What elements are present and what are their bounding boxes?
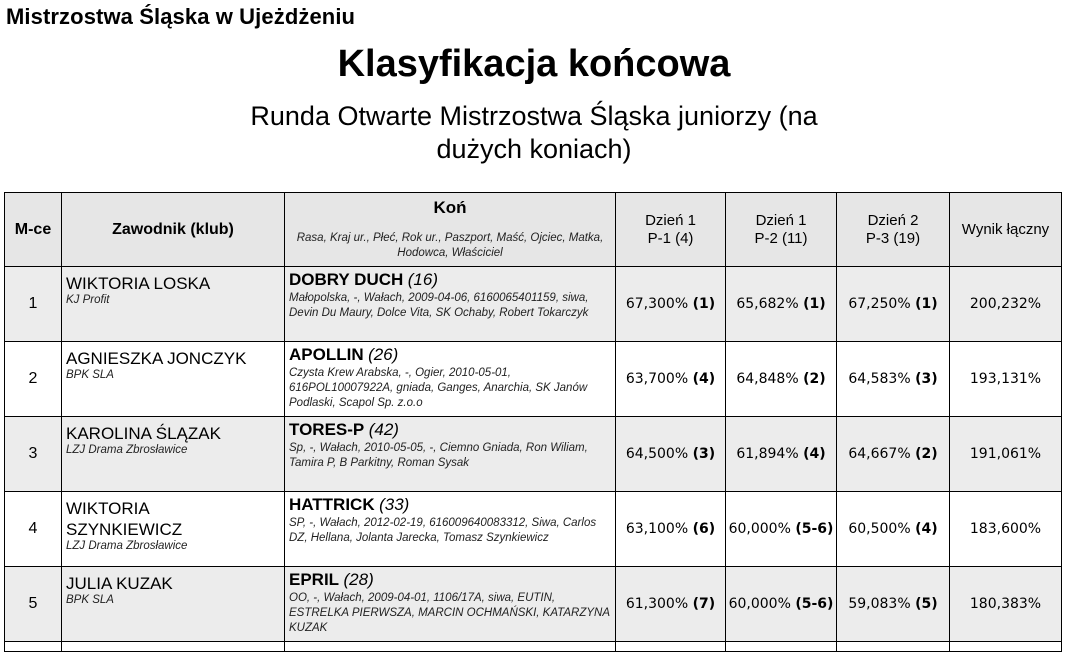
rider-club: BPK SLA bbox=[66, 594, 114, 606]
score-value: 60,000% bbox=[728, 596, 791, 612]
score-p1-cell bbox=[616, 267, 726, 342]
score-value: 61,300% bbox=[625, 596, 689, 612]
rider-cell bbox=[62, 492, 285, 567]
horse-number: (42) bbox=[368, 420, 399, 439]
round-subtitle-line1: Runda Otwarte Mistrzostwa Śląska juniorzy (na bbox=[250, 101, 818, 131]
rider-name-line2: SZYNKIEWICZ bbox=[66, 520, 183, 539]
score-rank: (2) bbox=[915, 446, 938, 462]
page-title: Klasyfikacja końcowa bbox=[337, 43, 731, 85]
col-header-day2-p3 bbox=[837, 193, 950, 267]
rider-name: AGNIESZKA JONCZYK bbox=[66, 349, 247, 368]
score-p1-cell bbox=[616, 417, 726, 492]
rider-club: LZJ Drama Zbrosławice bbox=[66, 540, 188, 552]
event-title: Mistrzostwa Śląska w Ujeżdżeniu bbox=[6, 4, 356, 29]
horse-number: (16) bbox=[407, 270, 438, 289]
score-rank: (1) bbox=[915, 296, 938, 312]
score-value: 60,500% bbox=[848, 521, 911, 537]
rider-name: WIKTORIA LOSKA bbox=[66, 274, 211, 293]
horse-details: SP, -, Wałach, 2012-02-19, 616009640083312, Siwa, Carlos DZ, Hellana, Jolanta Jarecka, Tomasz Szynkiewicz bbox=[289, 517, 597, 544]
score-value: 61,894% bbox=[736, 446, 799, 462]
round-subtitle bbox=[200, 100, 868, 166]
col-header-day1-p2-line2: P-2 (11) bbox=[754, 229, 808, 247]
total-cell: 191,061% bbox=[950, 417, 1062, 492]
horse-name: APOLLIN bbox=[289, 345, 364, 364]
score-value: 60,000% bbox=[728, 521, 791, 537]
score-rank: (1) bbox=[803, 296, 826, 312]
results-table bbox=[4, 192, 1062, 652]
score-value: 59,083% bbox=[848, 596, 911, 612]
total-cell: 180,383% bbox=[950, 567, 1062, 642]
horse-details: Czysta Krew Arabska, -, Ogier, 2010-05-01, 616POL10007922A, gniada, Ganges, Anarchia, SK Janów Podlaski, Scapol Sp. z.o.o bbox=[289, 367, 588, 409]
horse-cell bbox=[285, 417, 616, 492]
table-row bbox=[5, 267, 1062, 342]
horse-cell bbox=[285, 567, 616, 642]
rider-cell bbox=[62, 417, 285, 492]
horse-details: Małopolska, -, Wałach, 2009-04-06, 6160065401159, siwa, Devin Du Maury, Dolce Vita, SK Ochaby, Robert Tokarczyk bbox=[289, 292, 589, 319]
score-rank: (3) bbox=[692, 446, 716, 462]
score-p2-cell bbox=[726, 417, 837, 492]
horse-name: EPRIL bbox=[289, 570, 340, 589]
score-value: 64,848% bbox=[736, 371, 799, 387]
score-rank: (4) bbox=[692, 371, 716, 387]
col-header-place: M-ce bbox=[5, 193, 62, 267]
col-header-day1-p1 bbox=[616, 193, 726, 267]
rider-cell bbox=[62, 267, 285, 342]
score-value: 64,500% bbox=[625, 446, 689, 462]
score-p2-cell bbox=[726, 342, 837, 417]
score-value: 64,583% bbox=[848, 371, 911, 387]
score-p2-cell bbox=[726, 267, 837, 342]
place-cell: 1 bbox=[5, 267, 62, 342]
score-p1-cell bbox=[616, 567, 726, 642]
score-rank: (3) bbox=[915, 371, 938, 387]
score-rank: (7) bbox=[692, 596, 716, 612]
score-rank: (4) bbox=[803, 446, 826, 462]
horse-name: HATTRICK bbox=[289, 495, 375, 514]
rider-club: LZJ Drama Zbrosławice bbox=[66, 444, 188, 456]
score-p3-cell bbox=[837, 342, 950, 417]
table-row bbox=[5, 417, 1062, 492]
score-rank: (5-6) bbox=[795, 521, 834, 537]
score-rank: (5) bbox=[915, 596, 938, 612]
horse-name: DOBRY DUCH bbox=[289, 270, 404, 289]
score-p3-cell bbox=[837, 492, 950, 567]
score-rank: (4) bbox=[915, 521, 938, 537]
total-cell: 200,232% bbox=[950, 267, 1062, 342]
score-value: 67,300% bbox=[625, 296, 689, 312]
score-p2-cell bbox=[726, 492, 837, 567]
col-header-day1-p2-line1: Dzień 1 bbox=[755, 211, 807, 229]
place-cell: 4 bbox=[5, 492, 62, 567]
col-header-total: Wynik łączny bbox=[950, 193, 1062, 267]
score-rank: (6) bbox=[692, 521, 716, 537]
col-header-day2-p3-line1: Dzień 2 bbox=[867, 211, 919, 229]
rider-club: BPK SLA bbox=[66, 369, 114, 381]
score-value: 64,667% bbox=[848, 446, 911, 462]
rider-name: WIKTORIA bbox=[66, 499, 150, 518]
score-rank: (1) bbox=[692, 296, 716, 312]
col-header-day1-p1-line1: Dzień 1 bbox=[645, 211, 696, 229]
score-rank: (5-6) bbox=[795, 596, 834, 612]
score-value: 67,250% bbox=[848, 296, 911, 312]
col-header-horse bbox=[285, 193, 616, 267]
table-row bbox=[5, 492, 1062, 567]
score-p1-cell bbox=[616, 342, 726, 417]
score-p3-cell bbox=[837, 417, 950, 492]
horse-name: TORES-P bbox=[289, 420, 365, 439]
place-cell: 3 bbox=[5, 417, 62, 492]
col-header-day1-p1-line2: P-1 (4) bbox=[647, 229, 694, 247]
rider-name: KAROLINA ŚLĄZAK bbox=[66, 424, 221, 443]
horse-cell bbox=[285, 342, 616, 417]
col-header-horse-title: Koń bbox=[433, 197, 467, 217]
score-value: 65,682% bbox=[736, 296, 799, 312]
score-value: 63,100% bbox=[625, 521, 689, 537]
horse-number: (26) bbox=[368, 345, 399, 364]
horse-details: OO, -, Wałach, 2009-04-01, 1106/17A, siwa, EUTIN, ESTRELKA PIERWSZA, MARCIN OCHMAŃSKI, KATARZYNA KUZAK bbox=[289, 592, 610, 634]
score-value: 63,700% bbox=[625, 371, 689, 387]
rider-name: JULIA KUZAK bbox=[66, 574, 173, 593]
score-p3-cell bbox=[837, 267, 950, 342]
total-cell: 193,131% bbox=[950, 342, 1062, 417]
table-row bbox=[5, 567, 1062, 642]
score-p1-cell bbox=[616, 492, 726, 567]
horse-number: (33) bbox=[379, 495, 410, 514]
place-cell: 5 bbox=[5, 567, 62, 642]
horse-number: (28) bbox=[343, 570, 374, 589]
total-cell: 183,600% bbox=[950, 492, 1062, 567]
horse-cell bbox=[285, 267, 616, 342]
horse-cell bbox=[285, 492, 616, 567]
score-p2-cell bbox=[726, 567, 837, 642]
table-row bbox=[5, 342, 1062, 417]
score-rank: (2) bbox=[803, 371, 826, 387]
col-header-horse-desc: Rasa, Kraj ur., Płeć, Rok ur., Paszport, Maść, Ojciec, Matka, Hodowca, Właściciel bbox=[296, 231, 604, 259]
rider-cell bbox=[62, 567, 285, 642]
table-header-row bbox=[5, 193, 1062, 267]
rider-cell bbox=[62, 342, 285, 417]
score-p3-cell bbox=[837, 567, 950, 642]
place-cell: 2 bbox=[5, 342, 62, 417]
horse-details: Sp, -, Wałach, 2010-05-05, -, Ciemno Gniada, Ron Wiliam, Tamira P, B Parkitny, Roman Sysak bbox=[289, 442, 588, 469]
rider-club: KJ Profit bbox=[66, 294, 110, 306]
col-header-rider: Zawodnik (klub) bbox=[62, 193, 285, 267]
round-subtitle-line2: dużych koniach) bbox=[436, 134, 632, 164]
col-header-day2-p3-line2: P-3 (19) bbox=[865, 229, 921, 247]
col-header-day1-p2 bbox=[726, 193, 837, 267]
